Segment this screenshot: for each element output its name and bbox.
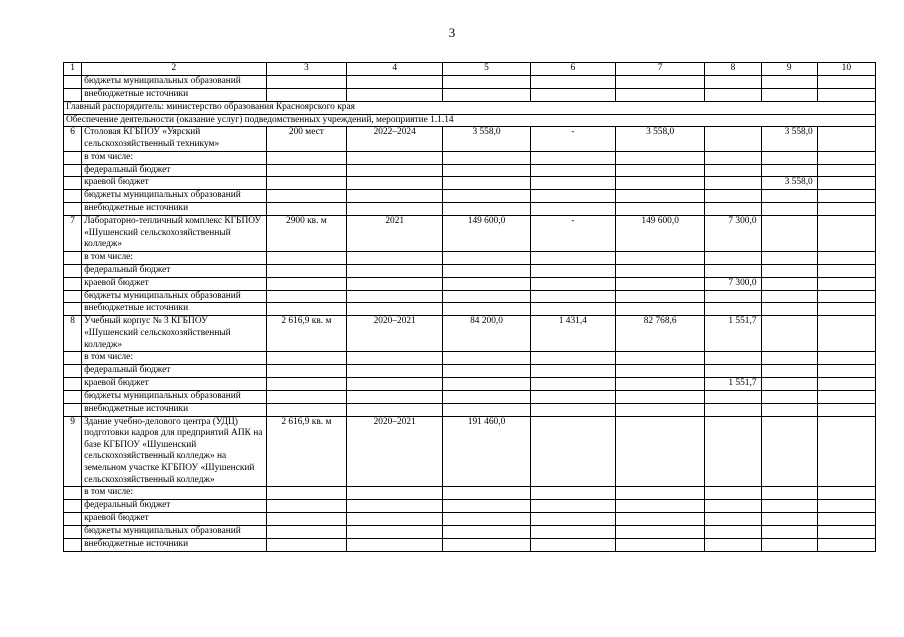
- item-row: [64, 216, 876, 252]
- item-value: 149 600,0: [443, 216, 530, 252]
- sub-label: федеральный бюджет: [82, 365, 267, 378]
- header-cell: 2: [82, 63, 267, 76]
- item-capacity: 2 616,9 кв. м: [266, 416, 346, 487]
- item-capacity: 200 мест: [266, 127, 346, 151]
- sub-label: внебюджетные источники: [82, 403, 267, 416]
- regional-value: [761, 512, 817, 525]
- header-cell: 5: [443, 63, 530, 76]
- sub-label: в том числе:: [82, 352, 267, 365]
- sub-row: [64, 500, 876, 513]
- item-number: 7: [64, 216, 82, 252]
- sub-label: в том числе:: [82, 487, 267, 500]
- item-name: Лабораторно-тепличный комплекс КГБПОУ «Шушенский сельскохозяйственный колледж»: [82, 216, 267, 252]
- item-value: [761, 216, 817, 252]
- item-value: [615, 416, 704, 487]
- sub-label: краевой бюджет: [82, 377, 267, 390]
- header-cell: 1: [64, 63, 82, 76]
- regional-value: 1 551,7: [705, 377, 761, 390]
- item-period: 2020–2021: [347, 316, 443, 352]
- sub-row: [64, 377, 876, 390]
- item-period: 2020–2021: [347, 416, 443, 487]
- page-number: 3: [448, 25, 456, 40]
- sub-label: бюджеты муниципальных образований: [82, 390, 267, 403]
- header-cell: 9: [761, 63, 817, 76]
- sub-label: федеральный бюджет: [82, 164, 267, 177]
- sub-row: [64, 365, 876, 378]
- item-name: Столовая КГБПОУ «Уярский сельскохозяйственный техникум»: [82, 127, 267, 151]
- sub-label: в том числе:: [82, 151, 267, 164]
- item-value: 3 558,0: [615, 127, 704, 151]
- section-title: Обеспечение деятельности (оказание услуг) подведомственных учреждений, мероприятие 1.1.14: [64, 114, 876, 127]
- sub-row: [64, 512, 876, 525]
- header-cell: 10: [817, 63, 875, 76]
- sub-label: в том числе:: [82, 251, 267, 264]
- item-number: 6: [64, 127, 82, 151]
- header-cell: 6: [530, 63, 615, 76]
- sub-row: [64, 352, 876, 365]
- section-row: [64, 101, 876, 114]
- item-capacity: 2 616,9 кв. м: [266, 316, 346, 352]
- regional-value: [761, 277, 817, 290]
- sub-row: [64, 303, 876, 316]
- item-value: 7 300,0: [705, 216, 761, 252]
- regional-value: [705, 512, 761, 525]
- sub-label: краевой бюджет: [82, 177, 267, 190]
- item-name: Здание учебно-делового центра (УДЦ) подготовки кадров для предприятий АПК на базе КГБПОУ «Шушенский сельскохозяйственный колледж» на земельном участке КГБПОУ «Шушенский сельскохозяйственный колледж»: [82, 416, 267, 487]
- sub-row: [64, 277, 876, 290]
- sub-row: [64, 403, 876, 416]
- header-row: [64, 63, 876, 76]
- regional-value: 3 558,0: [761, 177, 817, 190]
- item-value: [817, 316, 875, 352]
- row-label: бюджеты муниципальных образований: [82, 75, 267, 88]
- item-value: [817, 127, 875, 151]
- regional-value: [705, 177, 761, 190]
- sub-label: внебюджетные источники: [82, 203, 267, 216]
- header-cell: 4: [347, 63, 443, 76]
- sub-row: [64, 290, 876, 303]
- item-number: 9: [64, 416, 82, 487]
- sub-label: бюджеты муниципальных образований: [82, 190, 267, 203]
- item-number: 8: [64, 316, 82, 352]
- item-value: 3 558,0: [761, 127, 817, 151]
- sub-label: внебюджетные источники: [82, 303, 267, 316]
- item-value: [817, 416, 875, 487]
- item-row: [64, 316, 876, 352]
- sub-row: [64, 151, 876, 164]
- sub-row: [64, 264, 876, 277]
- sub-label: бюджеты муниципальных образований: [82, 525, 267, 538]
- item-value: [705, 416, 761, 487]
- item-capacity: 2900 кв. м: [266, 216, 346, 252]
- header-cell: 7: [615, 63, 704, 76]
- item-period: 2022–2024: [347, 127, 443, 151]
- item-period: 2021: [347, 216, 443, 252]
- sub-label: внебюджетные источники: [82, 538, 267, 551]
- item-value: [817, 216, 875, 252]
- row-label: внебюджетные источники: [82, 88, 267, 101]
- sub-label: федеральный бюджет: [82, 264, 267, 277]
- item-value: 191 460,0: [443, 416, 530, 487]
- item-value: 1 551,7: [705, 316, 761, 352]
- item-value: -: [530, 127, 615, 151]
- item-row: [64, 127, 876, 151]
- item-value: [761, 316, 817, 352]
- sub-row: [64, 538, 876, 551]
- item-value: [530, 416, 615, 487]
- item-value: -: [530, 216, 615, 252]
- header-cell: 3: [266, 63, 346, 76]
- item-name: Учебный корпус № 3 КГБПОУ «Шушенский сельскохозяйственный колледж»: [82, 316, 267, 352]
- item-value: 82 768,6: [615, 316, 704, 352]
- sub-row: [64, 251, 876, 264]
- table-row: [64, 88, 876, 101]
- sub-label: краевой бюджет: [82, 277, 267, 290]
- sub-label: бюджеты муниципальных образований: [82, 290, 267, 303]
- table-row: [64, 75, 876, 88]
- section-row: [64, 114, 876, 127]
- item-value: [705, 127, 761, 151]
- sub-row: [64, 390, 876, 403]
- section-title: Главный распорядитель: министерство образования Красноярского края: [64, 101, 876, 114]
- item-value: 1 431,4: [530, 316, 615, 352]
- sub-row: [64, 190, 876, 203]
- sub-row: [64, 203, 876, 216]
- sub-row: [64, 177, 876, 190]
- sub-label: краевой бюджет: [82, 512, 267, 525]
- item-value: 149 600,0: [615, 216, 704, 252]
- item-value: 84 200,0: [443, 316, 530, 352]
- header-cell: 8: [705, 63, 761, 76]
- sub-row: [64, 164, 876, 177]
- item-row: [64, 416, 876, 487]
- investment-table: [63, 62, 876, 552]
- regional-value: [761, 377, 817, 390]
- sub-row: [64, 487, 876, 500]
- item-value: 3 558,0: [443, 127, 530, 151]
- regional-value: 7 300,0: [705, 277, 761, 290]
- sub-row: [64, 525, 876, 538]
- sub-label: федеральный бюджет: [82, 500, 267, 513]
- item-value: [761, 416, 817, 487]
